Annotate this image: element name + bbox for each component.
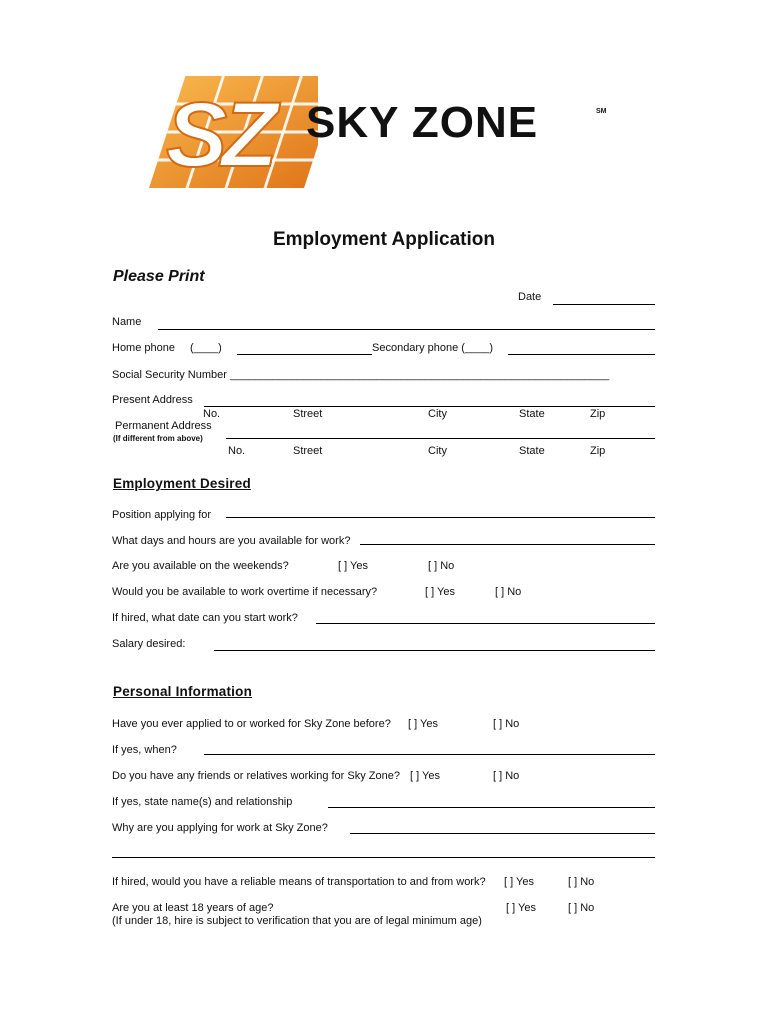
please-print-label: Please Print (113, 268, 205, 285)
age-no-checkbox[interactable]: [ ] No (568, 902, 595, 914)
home-phone-area-code[interactable]: (____) (190, 342, 222, 354)
date-label: Date (518, 291, 542, 303)
present-address-state: State (519, 408, 545, 420)
home-phone-label: Home phone (112, 342, 175, 354)
employment-desired-heading: Employment Desired (113, 476, 251, 491)
logo (128, 68, 618, 196)
present-address-label: Present Address (112, 394, 193, 406)
secondary-phone-label: Secondary phone (____) (372, 342, 494, 354)
position-label: Position applying for (112, 509, 212, 521)
applied-before-yes-checkbox[interactable]: [ ] Yes (408, 718, 438, 730)
friends-label: Do you have any friends or relatives working for Sky Zone? (112, 770, 400, 782)
logo-wordmark: SKY ZONE (306, 98, 539, 147)
permanent-address-field[interactable] (226, 438, 655, 439)
transport-no-checkbox[interactable]: [ ] No (568, 876, 595, 888)
why-label: Why are you applying for work at Sky Zone? (112, 822, 328, 834)
weekends-yes-checkbox[interactable]: [ ] Yes (338, 560, 368, 572)
present-address-city: City (428, 408, 447, 420)
present-address-field[interactable] (204, 406, 655, 407)
page-title: Employment Application (272, 229, 496, 250)
transport-label: If hired, would you have a reliable means of transportation to and from work? (112, 876, 486, 888)
permanent-address-state: State (519, 445, 545, 457)
overtime-no-checkbox[interactable]: [ ] No (495, 586, 522, 598)
start-date-label: If hired, what date can you start work? (112, 612, 298, 624)
svg-text:SZ: SZ (166, 84, 272, 186)
sky-zone-logo-icon (128, 68, 318, 196)
applied-before-label: Have you ever applied to or worked for Sky Zone before? (112, 718, 391, 730)
friends-yes-checkbox[interactable]: [ ] Yes (410, 770, 440, 782)
present-address-street: Street (293, 408, 323, 420)
age-label: Are you at least 18 years of age? (112, 902, 274, 914)
start-date-field[interactable] (316, 623, 655, 624)
weekends-label: Are you available on the weekends? (112, 560, 289, 572)
name-field[interactable] (158, 329, 655, 330)
overtime-label: Would you be available to work overtime if necessary? (112, 586, 378, 598)
permanent-address-no: No. (228, 445, 246, 457)
applied-before-no-checkbox[interactable]: [ ] No (493, 718, 520, 730)
permanent-address-zip: Zip (590, 445, 606, 457)
yes-when-field[interactable] (204, 754, 655, 755)
home-phone-field[interactable] (237, 354, 372, 355)
weekends-no-checkbox[interactable]: [ ] No (428, 560, 455, 572)
state-names-label: If yes, state name(s) and relationship (112, 796, 293, 808)
present-address-zip: Zip (590, 408, 606, 420)
permanent-address-city: City (428, 445, 447, 457)
salary-field[interactable] (214, 650, 655, 651)
name-label: Name (112, 316, 142, 328)
permanent-address-street: Street (293, 445, 323, 457)
state-names-field[interactable] (328, 807, 655, 808)
days-hours-field[interactable] (360, 544, 655, 545)
salary-label: Salary desired: (112, 638, 186, 650)
ssn-label[interactable]: Social Security Number ______________________________________________________________ (112, 369, 610, 381)
secondary-phone-field[interactable] (508, 354, 655, 355)
age-note: (If under 18, hire is subject to verification that you are of legal minimum age) (112, 915, 482, 927)
overtime-yes-checkbox[interactable]: [ ] Yes (425, 586, 455, 598)
days-hours-label: What days and hours are you available for work? (112, 535, 351, 547)
permanent-address-note: (If different from above) (113, 434, 203, 443)
transport-yes-checkbox[interactable]: [ ] Yes (504, 876, 534, 888)
present-address-no: No. (203, 408, 221, 420)
date-field[interactable] (553, 304, 655, 305)
age-yes-checkbox[interactable]: [ ] Yes (506, 902, 536, 914)
yes-when-label: If yes, when? (112, 744, 177, 756)
position-field[interactable] (226, 517, 655, 518)
why-field[interactable] (350, 833, 655, 834)
permanent-address-label: Permanent Address (115, 420, 212, 432)
why-field-continued[interactable] (112, 857, 655, 858)
logo-service-mark: SM (596, 108, 607, 115)
personal-information-heading: Personal Information (113, 684, 253, 699)
friends-no-checkbox[interactable]: [ ] No (493, 770, 520, 782)
